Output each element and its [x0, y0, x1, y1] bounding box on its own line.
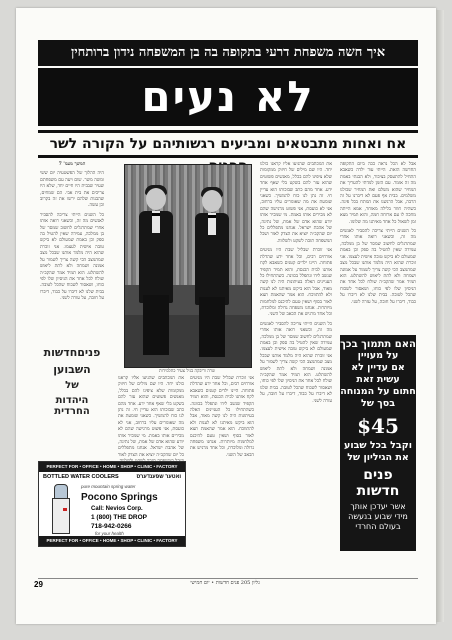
column-mid-under-photo-right	[190, 376, 254, 548]
column-left-continued: המשך מעמ' 7	[58, 162, 86, 167]
column-right	[340, 162, 416, 330]
ad-strip-bottom: PERFECT FOR • OFFICE • HOME • SHOP • CLINIC • FACTORY	[39, 536, 185, 546]
headline: לא נעים	[38, 68, 418, 126]
pull-quote-line-3: של	[65, 380, 79, 391]
ad-water-brand-he: ואטער שפענדערס	[136, 474, 181, 480]
ad-water-tagline: for your health	[95, 531, 124, 536]
column-left-body: כל השנים הייתי צריכה להסביר לאנשים מה זה, וכשאני רואה אותו אחרי שמתרגלים לחשוב שמסר של בן ממלכה, עמידה שאין להטיל בה ספק וכן באמת שמעולם לא ביקש טובה אישית לעצמו. אני זוכרת שהוא היה מלמד אותנו שבכל מצב שמהמצב הכי קשה צריך לשמור על אמונה ושמחה ולא לתת ליאוש להשתלט. הוא תמיד אמר שהקב״ה שולח לכל אחד את הניסיון שלו לפי כוחו, ושאסור לשכוח שהכל לטובה. בבית שלנו לא דיברו על כבוד, דיברו על חובה, על עזרה לשני.	[40, 212, 104, 302]
ad-line-4: עשית זאת	[356, 374, 400, 385]
column-left	[40, 162, 104, 340]
column-center-right-body-cont2: כל השנים הייתי צריכה להסביר לאנשים מה זה, וכשאני רואה אותו אחרי שמתרגלים לחשוב שמסר של בן ממלכה, עמידה שאין להטיל בה ספק וכן באמת שמעולם לא ביקש טובה אישית לעצמו. אני זוכרת שהוא היה מלמד אותנו שבכל מצב שמהמצב הכי קשה צריך לשמור על אמונה ושמחה ולא לתת ליאוש להשתלט. הוא תמיד אמר שהקב״ה שולח לכל אחד את הניסיון שלו לפי כוחו, ושאסור לשכוח שהכל לטובה. בבית שלנו לא דיברו על כבוד, דיברו על חובה, על עזרה לשני.	[260, 321, 332, 404]
subscription-ad[interactable]	[340, 335, 416, 551]
ad-water-phone-2[interactable]: 718-942-0266	[91, 523, 132, 530]
water-cooler-icon	[51, 484, 69, 532]
ad-line-9: אשר יעדכן אותך	[350, 502, 406, 511]
photo-caption: שרה וריבקה בגיל צעיר כתלמידות	[158, 369, 216, 374]
page-edge-shadow	[436, 10, 444, 622]
ad-water-subtitle: pure mountain spring water	[81, 484, 136, 489]
ad-line-7: וקבל בכל שבוע את הגיליון של	[344, 440, 412, 463]
column-center-right-body-cont: אני זוכרת שבליל שבת היו מגיעים אורחים רבים, וכל אחד ידע שהדלת פתוחה. היינו ילדים קטנים כשאבא לקח אותנו לבית הכנסת, והוא תמיד הקפיד שנשב לידו ונתפלל בכוונה. כשהתחילו כל העניינים האלה בעיתונות היה לנו קשה מאוד, אבל הוא ביקש מאיתנו לא לענות ולא להתווכח. הוא אמר שהאמת תצא לאור בסוף ושאין טעם להיכנס למלחמות מיותרות. אנחנו משפחה גדולה ומלוכדת, וכל אחד מרגיש את הכאב של השני.	[260, 248, 332, 318]
column-mid-under-photo-left	[118, 376, 184, 460]
ad-brand: פנים חדשות	[356, 467, 400, 499]
column-left-intro: היה ההלוך של הפשטעיה יום ששי ומשה משר. שום ויעה עם משפחתם שעיר שבבית היו חיים יחד, שלא היו צריכים את בית אבי. הם שמחים, שהבנות שלהם ירשו את זה בקרוב וכן עשה.	[40, 171, 104, 209]
ad-water-name: Pocono Springs	[81, 492, 158, 503]
column-center-right-body: את המכתבים שהגיעו אליו קראנו כולנו יחד. היו שם מילים של חיזוק ממקומות שלא ציפינו להם בכלל, מאנשים פשוטים שהוא עזר להם בשקט בלי שאף אחד ידע. אחד מהם כתב שבזכותו הוא עדיין חי. זה נתן לנו כוח להמשיך. כשאני שומעת את מה שאומרים עליו ברחוב, אני לא כועסת, אני פשוט מרגישה שהם לא מכירים אותו באמת. מי שמכיר אותו יודע שהוא אדם של אמת, של נתינה, של אהבת ישראל. אנחנו מתפללים כל יום שהקב״ה יוציא את הצדק לאור ושכל המשפחה תזכה לשקט ולשלווה.	[260, 162, 332, 244]
subheadline: אח ואחות מתבטאים ומביעים רגשותיהם על הקורה לשר	[38, 130, 418, 158]
pull-quote-line-2: השבוען	[53, 363, 91, 376]
ad-line-3: אם עדיין לא	[351, 362, 405, 373]
ad-water-phone-1[interactable]: 1 (800) THE DROP	[91, 514, 147, 521]
column-mid-body-a: אני זוכרת שבליל שבת היו מגיעים אורחים רבים, וכל אחד ידע שהדלת פתוחה. היינו ילדים קטנים כשאבא לקח אותנו לבית הכנסת, והוא תמיד הקפיד שנשב לידו ונתפלל בכוונה. כשהתחילו כל העניינים האלה בעיתונות היה לנו קשה מאוד, אבל הוא ביקש מאיתנו לא לענות ולא להתווכח. הוא אמר שהאמת תצא לאור בסוף ושאין טעם להיכנס למלחמות מיותרות. אנחנו משפחה גדולה ומלוכדת, וכל אחד מרגיש את הכאב של השני.	[190, 376, 254, 458]
pull-quote	[40, 346, 104, 452]
column-center-right	[260, 162, 332, 548]
pull-quote-line-4: היהדות החרדית	[54, 395, 90, 417]
footer-text: גליון 205 פנים חדשות • יום חמישי	[190, 580, 260, 586]
kicker: איך חשה משפחת דרעי בתקופה בה בן המשפחה נידון ברותחין	[38, 40, 418, 66]
ad-line-10: מידי שבוע בנעשה	[348, 512, 408, 521]
footer-rule	[38, 578, 418, 579]
ad-line-11: בעולם החרדי	[355, 522, 401, 531]
ad-water-call: Call: Nevios Corp.	[91, 506, 143, 512]
ad-line-5: חתום על המנוחה בסך של	[340, 386, 416, 409]
page-number: 29	[34, 580, 43, 589]
water-cooler-ad[interactable]	[38, 461, 186, 547]
pull-quote-line-1: פניםחדשות	[43, 346, 101, 359]
ad-line-2: על מעויין	[357, 350, 399, 361]
ad-water-brand	[43, 474, 181, 484]
ad-water-brand-en: BOTTLED WATER COOLERS	[43, 474, 119, 480]
column-right-body-cont: כל השנים הייתי צריכה להסביר לאנשים מה זה, וכשאני רואה אותו אחרי שמתרגלים לחשוב שמסר של בן ממלכה, עמידה שאין להטיל בה ספק וכן באמת שמעולם לא ביקש טובה אישית לעצמו. אני זוכרת שהוא היה מלמד אותנו שבכל מצב שמהמצב הכי קשה צריך לשמור על אמונה ושמחה ולא לתת ליאוש להשתלט. הוא תמיד אמר שהקב״ה שולח לכל אחד את הניסיון שלו לפי כוחו, ושאסור לשכוח שהכל לטובה. בבית שלנו לא דיברו על כבוד, דיברו על חובה, על עזרה לשני.	[340, 229, 416, 305]
column-mid-body-b: את המכתבים שהגיעו אליו קראנו כולנו יחד. היו שם מילים של חיזוק ממקומות שלא ציפינו להם בכלל, מאנשים פשוטים שהוא עזר להם בשקט בלי שאף אחד ידע. אחד מהם כתב שבזכותו הוא עדיין חי. זה נתן לנו כוח להמשיך. כשאני שומעת את מה שאומרים עליו ברחוב, אני לא כועסת, אני פשוט מרגישה שהם לא מכירים אותו באמת. מי שמכיר אותו יודע שהוא אדם של אמת, של נתינה, של אהבת ישראל. אנחנו מתפללים כל יום שהקב״ה יוציא את הצדק לאור	[118, 376, 184, 458]
column-right-body: אבל לא הכל נראה ככה ביום התקופה החדשה הזאת. הייתי עוד ילדה כשאבא התחיל להתעסק בציבור, ולא הבנתי באמת מה זה אומר. עם הזמן למדתי להעריך את המחיר שהוא משלם ואת המחיר שכולנו משלמים. בבית אף פעם לא דיברנו על זה הרבה, אבל הרגשנו את המתח בכל פינה. כשהיה חוזר בלילה מאוחר, אמא הייתה מחכה לו עם ארוחה חמה, והוא תמיד מצא זמן לשאול כל אחד מאיתנו מה שלומו.	[340, 162, 416, 225]
photo-two-boys	[124, 164, 252, 368]
ad-price: $45	[357, 414, 399, 438]
ad-strip-top: PERFECT FOR • OFFICE • HOME • SHOP • CLINIC • FACTORY	[39, 462, 185, 472]
ad-line-1: האם תתמוך בכך	[340, 339, 416, 350]
